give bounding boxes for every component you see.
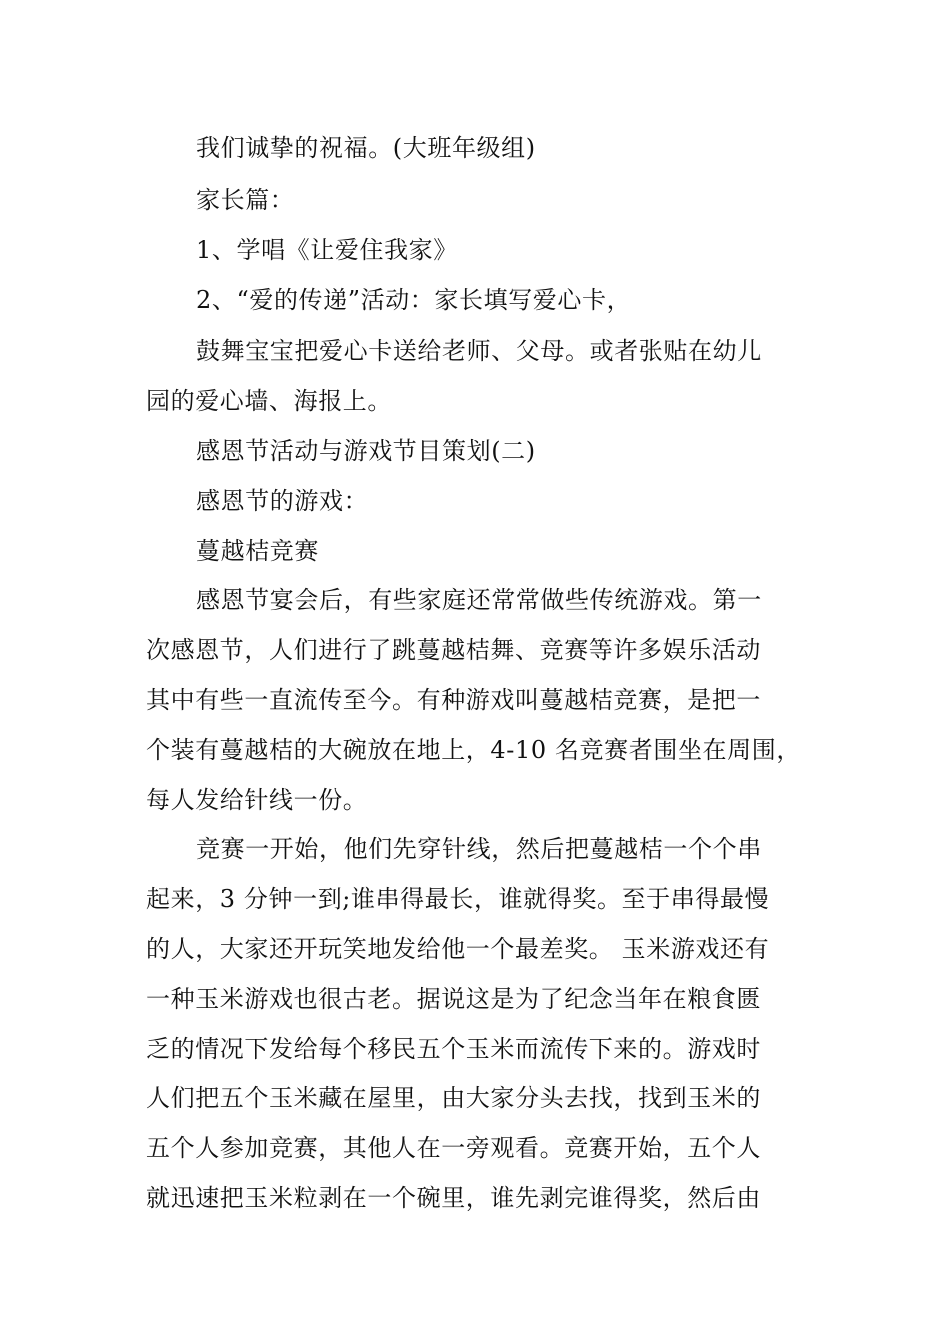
text-line-paragraph: 就迅速把玉米粒剥在一个碗里，谁先剥完谁得奖，然后由 bbox=[146, 1184, 761, 1212]
text-line-paragraph: 的人，大家还开玩笑地发给他一个最差奖。 玉米游戏还有 bbox=[146, 935, 770, 963]
text-line-paragraph: 次感恩节，人们进行了跳蔓越桔舞、竞赛等许多娱乐活动 bbox=[146, 636, 761, 664]
text-line-parents-heading: 家长篇： bbox=[196, 186, 295, 214]
section-heading-activities: 感恩节活动与游戏节目策划(二) bbox=[196, 437, 536, 465]
text-line-paragraph: 起来，3 分钟一到;谁串得最长，谁就得奖。至于串得最慢 bbox=[146, 885, 770, 913]
text-line-paragraph: 五个人参加竞赛，其他人在一旁观看。竞赛开始，五个人 bbox=[146, 1134, 761, 1162]
text-line-paragraph: 每人发给针线一份。 bbox=[146, 786, 368, 814]
text-line-paragraph: 鼓舞宝宝把爱心卡送给老师、父母。或者张贴在幼儿 bbox=[196, 337, 762, 365]
text-line-paragraph: 感恩节宴会后，有些家庭还常常做些传统游戏。第一 bbox=[196, 586, 762, 614]
text-line-paragraph: 竞赛一开始，他们先穿针线，然后把蔓越桔一个个串 bbox=[196, 835, 762, 863]
text-line-item-1: 1、学唱《让爱住我家》 bbox=[196, 236, 458, 264]
text-line-paragraph: 个装有蔓越桔的大碗放在地上，4-10 名竞赛者围坐在周围， bbox=[146, 736, 801, 764]
text-line-paragraph: 人们把五个玉米藏在屋里，由大家分头去找，找到玉米的 bbox=[146, 1084, 761, 1112]
section-heading-games: 感恩节的游戏： bbox=[196, 487, 369, 515]
text-line-paragraph: 乏的情况下发给每个移民五个玉米而流传下来的。游戏时 bbox=[146, 1035, 761, 1063]
text-line-item-2: 2、“爱的传递”活动：家长填写爱心卡， bbox=[196, 286, 632, 314]
text-line-wishes: 我们诚挚的祝福。(大班年级组) bbox=[196, 134, 536, 162]
text-line-paragraph: 一种玉米游戏也很古老。据说这是为了纪念当年在粮食匮 bbox=[146, 985, 761, 1013]
text-line-paragraph: 其中有些一直流传至今。有种游戏叫蔓越桔竞赛，是把一 bbox=[146, 686, 761, 714]
game-title-cranberry: 蔓越桔竞赛 bbox=[196, 537, 319, 565]
text-line-paragraph: 园的爱心墙、海报上。 bbox=[146, 387, 392, 415]
